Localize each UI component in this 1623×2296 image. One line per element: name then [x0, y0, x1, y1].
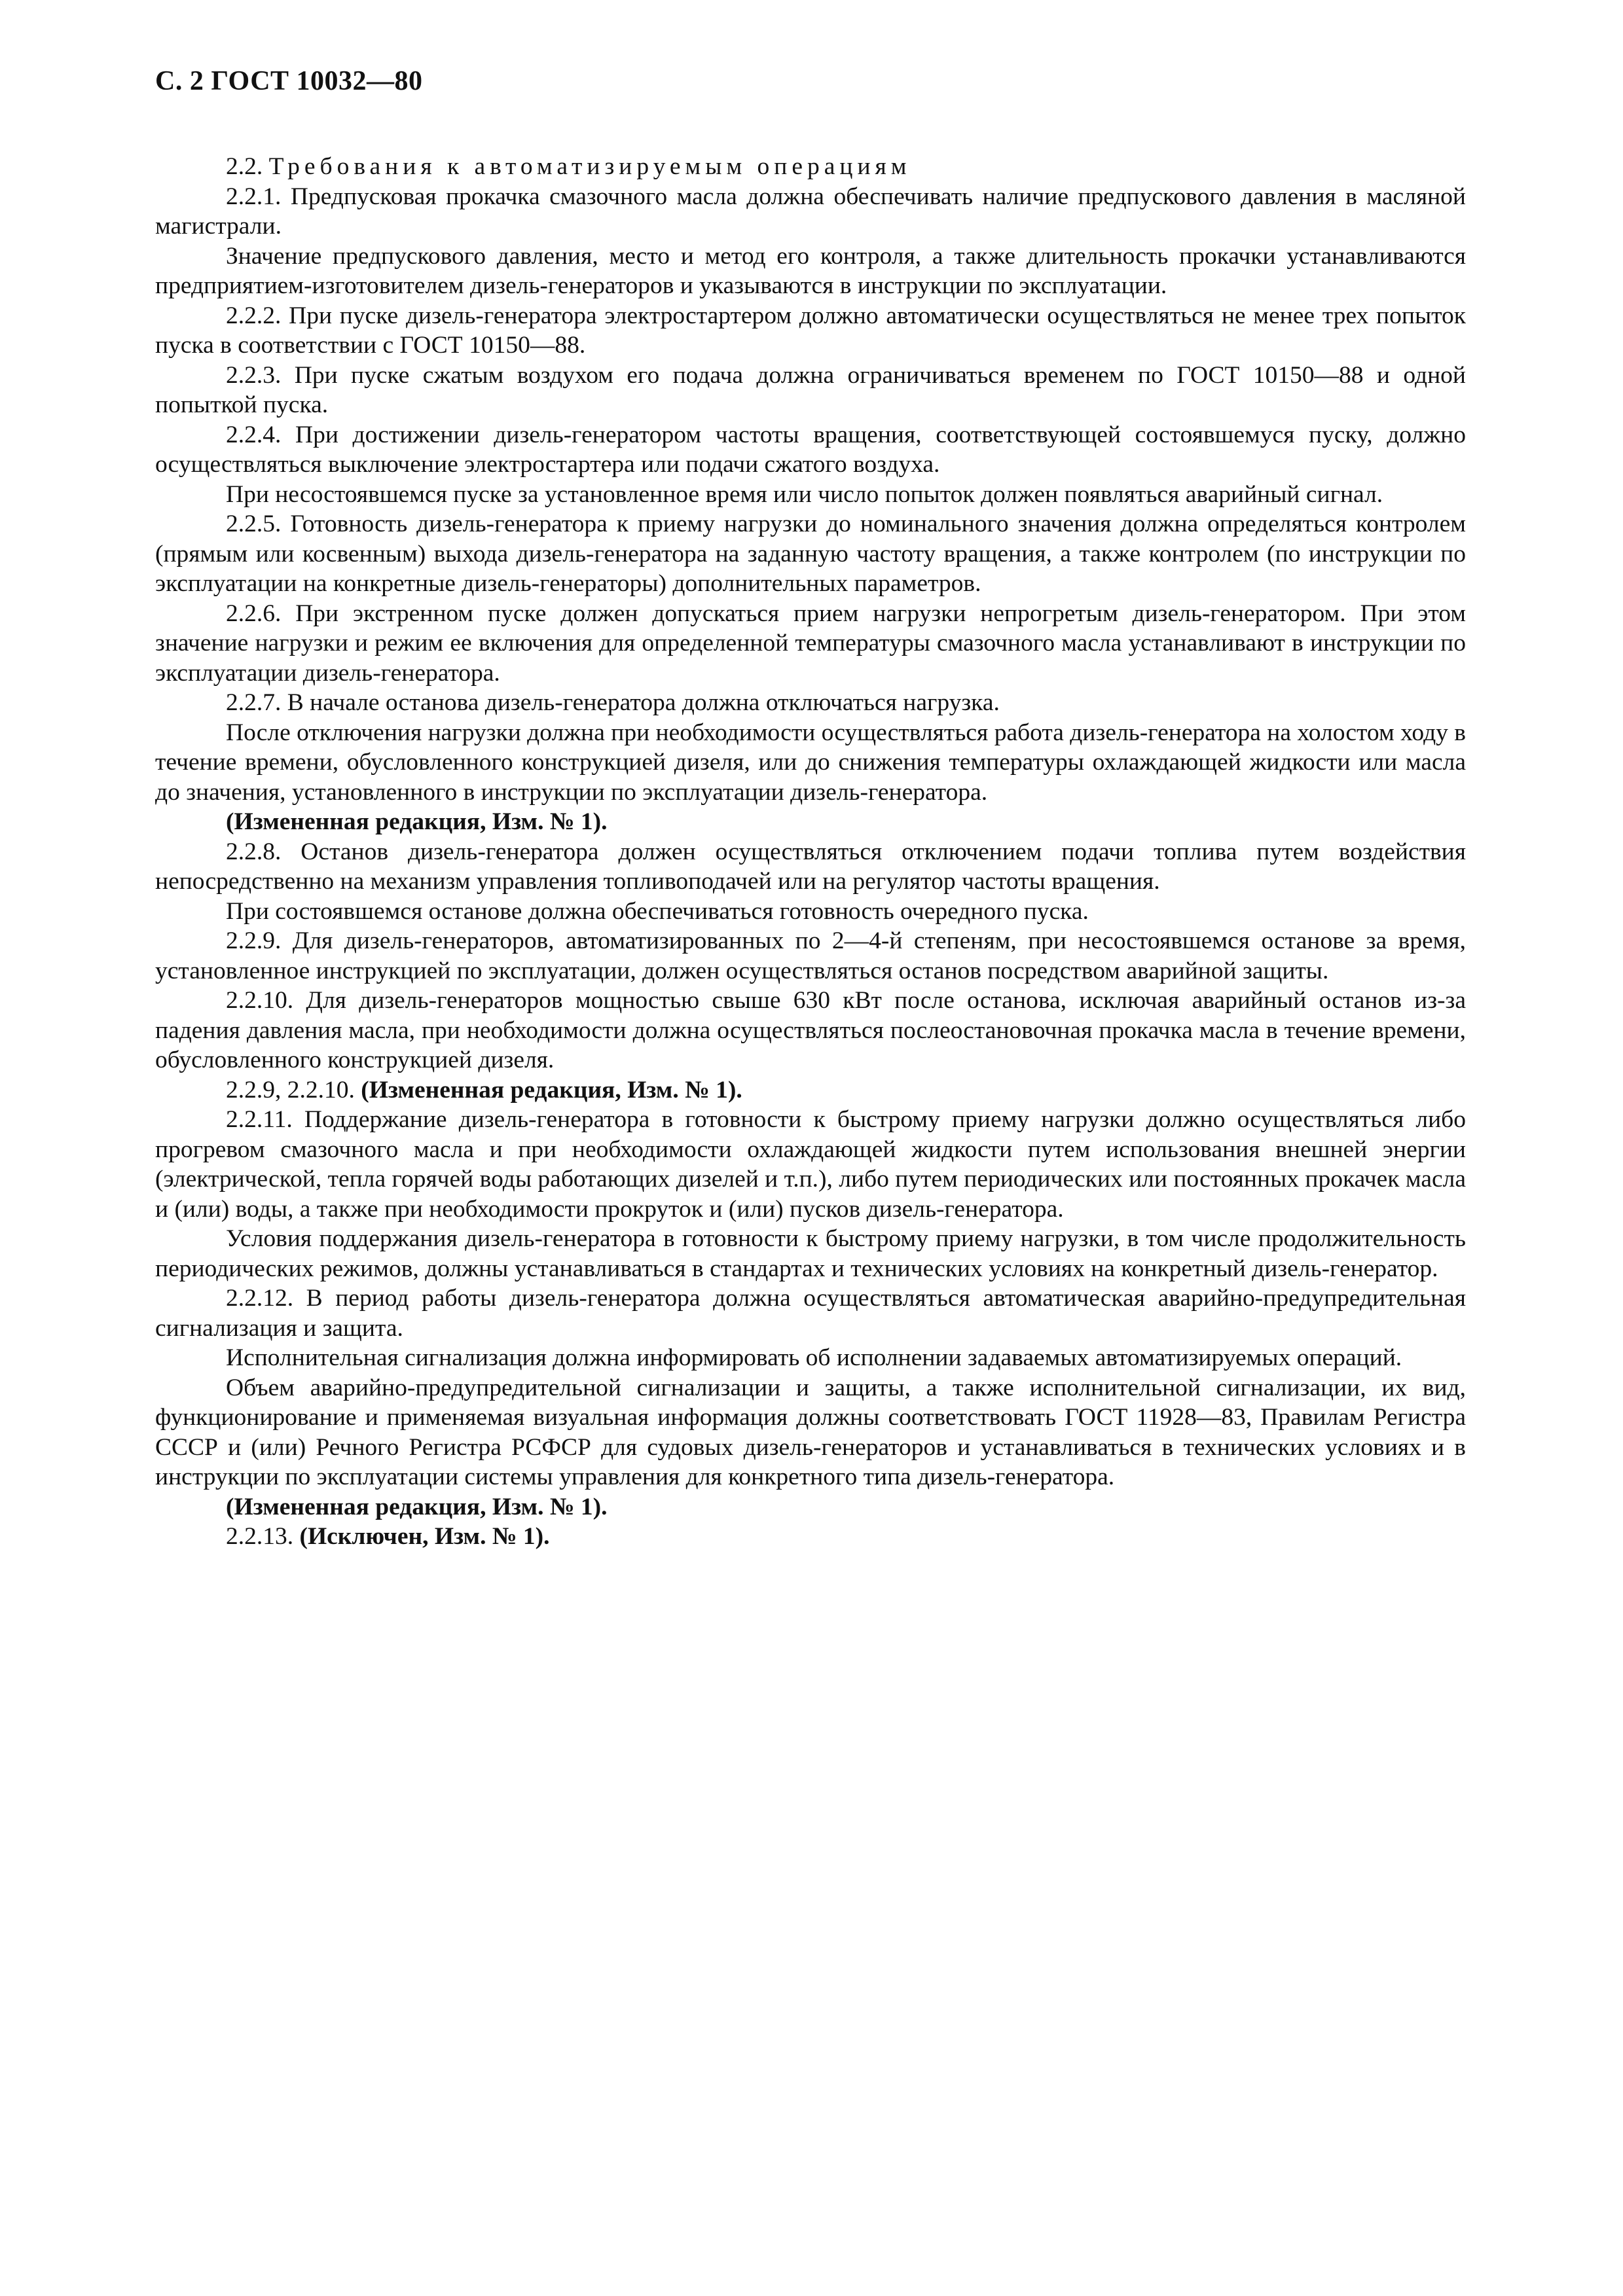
amendment-note: (Измененная редакция, Изм. № 1). — [226, 1493, 608, 1520]
paragraph-2-2-12-cont: Исполнительная сигнализация должна информировать об исполнении задаваемых автоматизируемых операций. — [226, 1344, 1402, 1371]
paragraph-2-2-7: 2.2.7. В начале останова дизель-генератора должна отключаться нагрузка. — [226, 689, 1000, 716]
paragraph-2-2-9: 2.2.9. Для дизель-генераторов, автоматизированных по 2—4-й степеням, при несостоявшемся останове за время, установленное инструкцией по эксплуатации, должен осуществляться останов посредством аварийной защиты. — [155, 927, 1466, 984]
paragraph-2-2-11: 2.2.11. Поддержание дизель-генератора в готовности к быстрому приему нагрузки должно осуществляться либо прогревом смазочного масла и при необходимости охлаждающей жидкости путем использования внешней энергии (электрической, тепла горячей воды работающих дизелей и т.п.), либо путем периодических или постоянных прокачек масла и (или) воды, а также при необходимости прокруток и (или) пусков дизель-генератора. — [155, 1106, 1466, 1223]
paragraph-2-2-4-cont: При несостоявшемся пуске за установленное время или число попыток должен появляться аварийный сигнал. — [226, 480, 1383, 508]
amendment-note-2-2-9-10 — [155, 1075, 1466, 1105]
amendment-ref: 2.2.9, 2.2.10. — [226, 1076, 355, 1103]
paragraph-2-2-3: 2.2.3. При пуске сжатым воздухом его подача должна ограничиваться временем по ГОСТ 10150—88 и одной попыткой пуска. — [155, 361, 1466, 418]
section-heading-2-2 — [155, 152, 1466, 182]
paragraph-2-2-8-cont: При состоявшемся останове должна обеспечиваться готовность очередного пуска. — [226, 897, 1089, 925]
paragraph-2-2-8: 2.2.8. Останов дизель-генератора должен осуществляться отключением подачи топлива путем воздействия непосредственно на механизм управления топливоподачей или на регулятор частоты вращения. — [155, 838, 1466, 895]
paragraph-2-2-1-cont: Значение предпускового давления, место и метод его контроля, а также длительность прокачки устанавливаются предприятием-изготовителем дизель-генераторов и указываются в инструкции по эксплуатации. — [155, 242, 1466, 299]
paragraph-2-2-4: 2.2.4. При достижении дизель-генератором частоты вращения, соответствующей состоявшемуся пуску, должно осуществляться выключение электростартера или подачи сжатого воздуха. — [155, 421, 1466, 478]
paragraph-2-2-7-cont: После отключения нагрузки должна при необходимости осуществляться работа дизель-генератора на холостом ходу в течение времени, обусловленного конструкцией дизеля, или до снижения температуры охлаждающей жидкости или масла до значения, установленного в инструкции по эксплуатации дизель-генератора. — [155, 719, 1466, 806]
document-body — [155, 152, 1466, 1552]
page-header: С. 2 ГОСТ 10032—80 — [155, 66, 423, 96]
paragraph-2-2-11-cont: Условия поддержания дизель-генератора в готовности к быстрому приему нагрузки, в том числе продолжительность периодических режимов, должны устанавливаться в стандартах и технических условиях на конкретный дизель-генератор. — [155, 1225, 1466, 1282]
section-number: 2.2. — [226, 153, 263, 180]
section-title: Требования к автоматизируемым операциям — [268, 153, 911, 180]
paragraph-2-2-10: 2.2.10. Для дизель-генераторов мощностью свыше 630 кВт после останова, исключая аварийный останов из-за падения давления масла, при необходимости должна осуществляться послеостановочная прокачка масла в течение времени, обусловленного конструкцией дизеля. — [155, 987, 1466, 1073]
amendment-text: (Измененная редакция, Изм. № 1). — [361, 1076, 742, 1103]
paragraph-2-2-1: 2.2.1. Предпусковая прокачка смазочного масла должна обеспечивать наличие предпускового давления в масляной магистрали. — [155, 183, 1466, 240]
paragraph-2-2-2: 2.2.2. При пуске дизель-генератора электростартером должно автоматически осуществляться не менее трех попыток пуска в соответствии с ГОСТ 10150—88. — [155, 302, 1466, 359]
paragraph-2-2-13 — [155, 1522, 1466, 1552]
excluded-note: (Исключен, Изм. № 1). — [299, 1523, 550, 1550]
paragraph-2-2-5: 2.2.5. Готовность дизель-генератора к приему нагрузки до номинального значения должна определяться контролем (прямым или косвенным) выхода дизель-генератора на заданную частоту вращения, а также контролем (по инструкции по эксплуатации на конкретные дизель-генераторы) дополнительных параметров. — [155, 511, 1466, 597]
paragraph-2-2-12: 2.2.12. В период работы дизель-генератора должна осуществляться автоматическая аварийно-предупредительная сигнализация и защита. — [155, 1285, 1466, 1342]
paragraph-ref: 2.2.13. — [226, 1523, 294, 1550]
amendment-note: (Измененная редакция, Изм. № 1). — [226, 808, 608, 835]
paragraph-2-2-12-cont2: Объем аварийно-предупредительной сигнализации и защиты, а также исполнительной сигнализации, их вид, функционирование и применяемая визуальная информация должны соответствовать ГОСТ 11928—83, Правилам Регистра СССР и (или) Речного Регистра РСФСР для судовых дизель-генераторов и устанавливаться в технических условиях и в инструкции по эксплуатации системы управления для конкретного типа дизель-генератора. — [155, 1374, 1466, 1490]
paragraph-2-2-6: 2.2.6. При экстренном пуске должен допускаться прием нагрузки непрогретым дизель-генератором. При этом значение нагрузки и режим ее включения для определенной температуры смазочного масла устанавливают в инструкции по эксплуатации дизель-генератора. — [155, 600, 1466, 687]
